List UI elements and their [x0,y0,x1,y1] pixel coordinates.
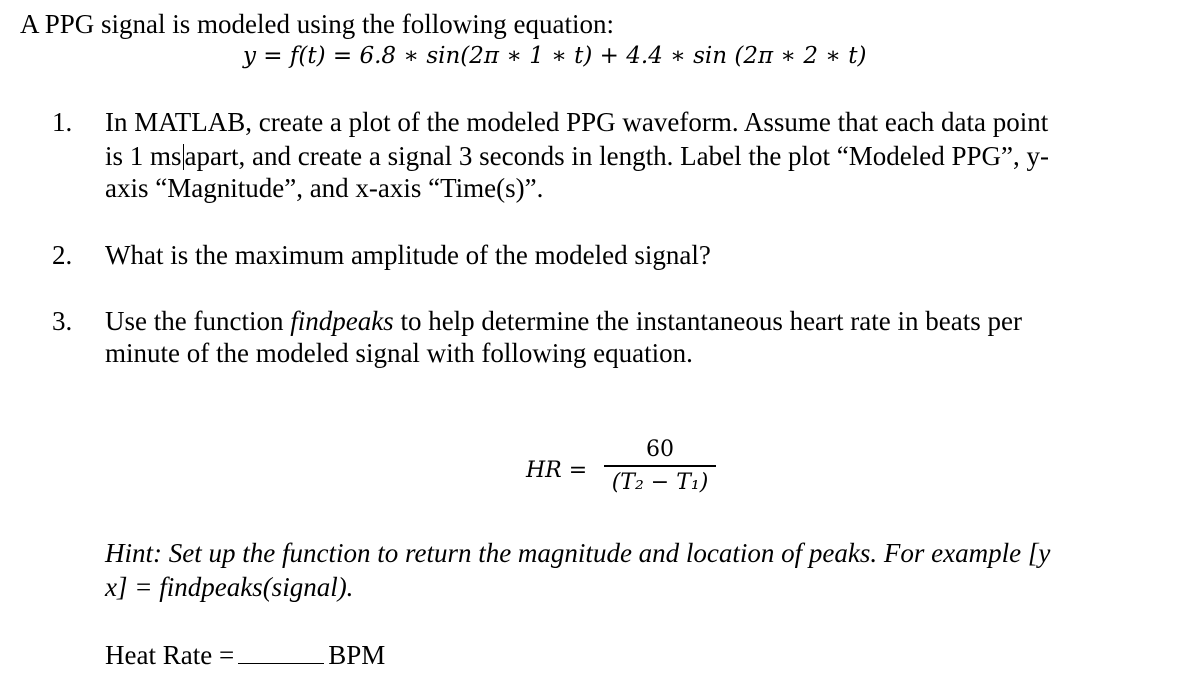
question-text [105,305,1022,337]
question-text: In MATLAB, create a plot of the modeled PPG waveform. Assume that each data point [105,107,1049,137]
text-cursor [183,144,184,170]
answer-line [105,639,385,671]
question-text: minute of the modeled signal with following equation. [105,338,693,368]
intro-text: A PPG signal is modeled using the following equation: [20,9,614,39]
question-text-part: apart, and create a signal 3 seconds in length. Label the plot “Modeled PPG”, y- [184,141,1050,171]
question-number: 1. [52,107,73,137]
question-text [105,140,1049,172]
question-number: 2. [52,240,73,270]
hint-text: x] = findpeaks(signal). [105,572,354,602]
answer-blank[interactable] [238,639,324,664]
question-text: axis “Magnitude”, and x-axis “Time(s)”. [105,173,544,203]
question-text: What is the maximum amplitude of the modeled signal? [105,240,711,270]
question-number: 3. [52,306,73,336]
hr-fraction [604,437,716,495]
question-text-part: Use the function [105,306,291,336]
answer-label: Heat Rate = [105,640,235,670]
question-text-part: is 1 ms [105,141,182,171]
function-name: findpeaks [290,306,394,336]
hr-lhs: HR = [526,458,588,483]
question-text-part: to help determine the instantaneous heart rate in beats per [393,306,1022,336]
hr-numerator: 60 [646,437,674,462]
hr-denominator: (T₂ − T₁) [611,470,709,495]
ppg-equation: y = f(t) = 6.8 ∗ sin(2π ∗ 1 ∗ t) + 4.4 ∗ sin (2π ∗ 2 ∗ t) [243,43,867,69]
hint-text: Hint: Set up the function to return the magnitude and location of peaks. For example [y [105,538,1051,568]
answer-unit: BPM [328,640,386,670]
fraction-bar [604,465,716,467]
